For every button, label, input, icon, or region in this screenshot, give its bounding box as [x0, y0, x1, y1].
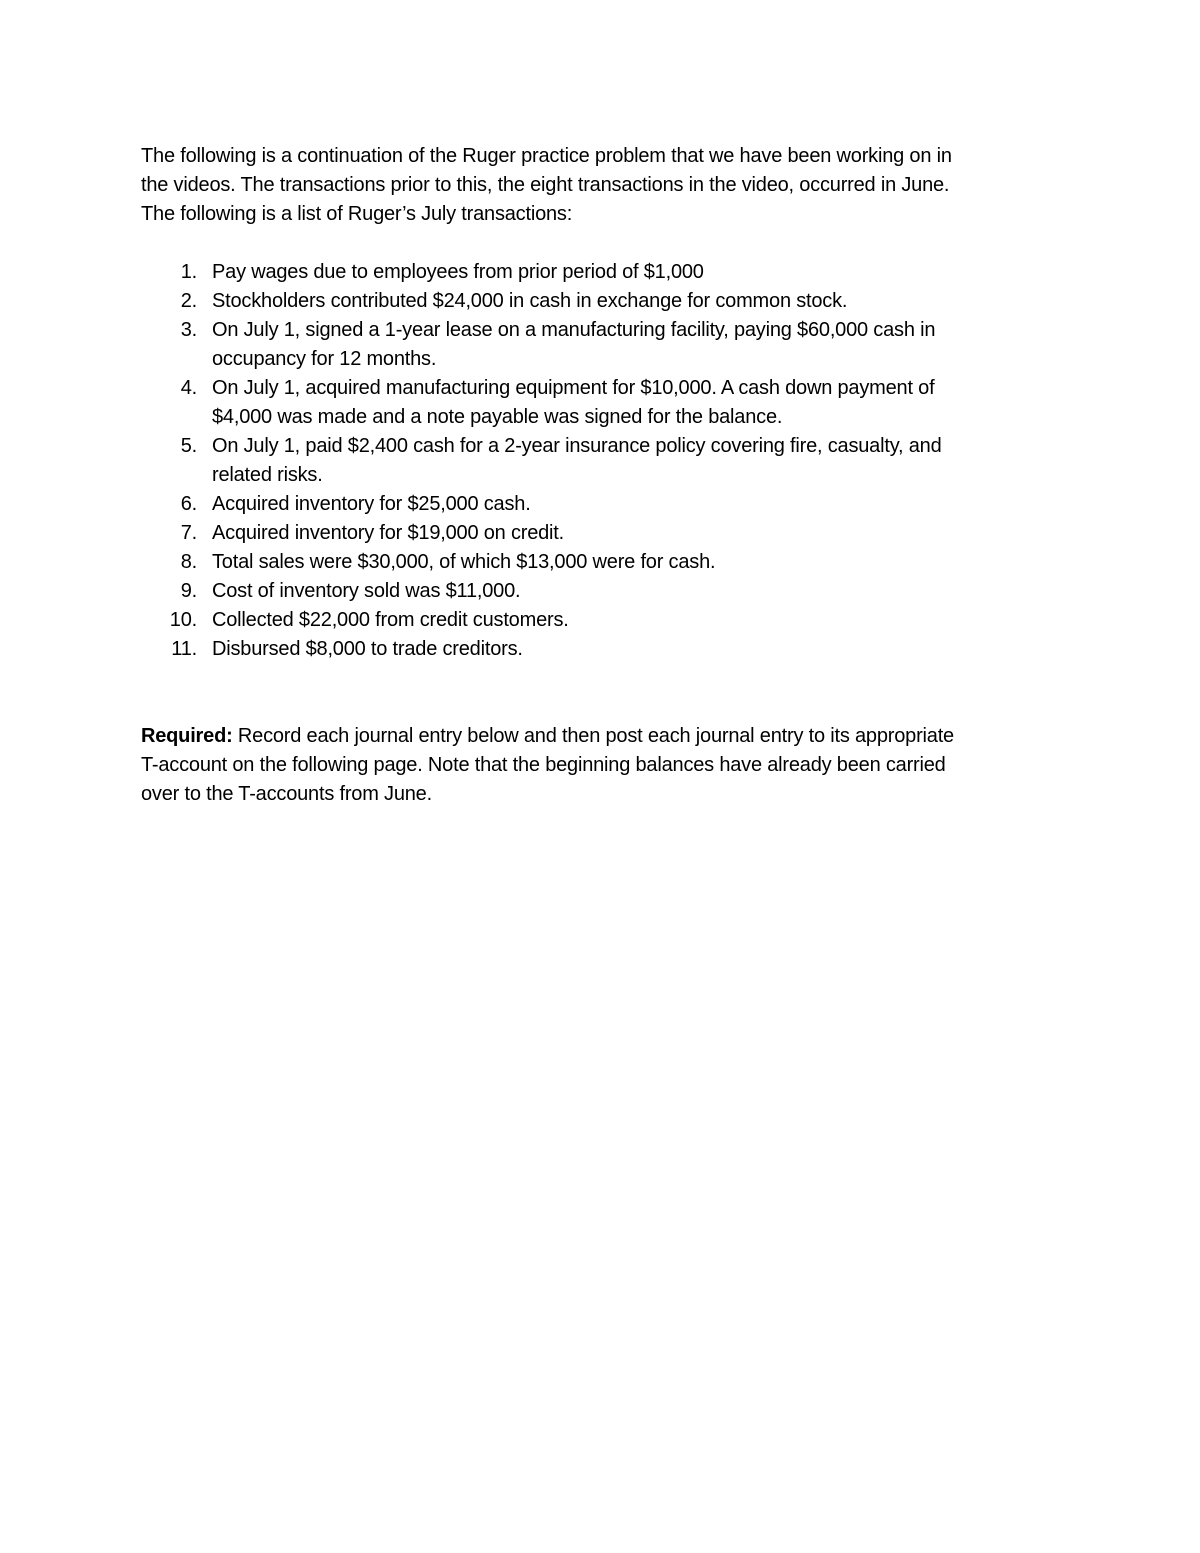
list-item-text: Acquired inventory for $25,000 cash.: [212, 493, 531, 515]
list-item: [141, 577, 1061, 606]
list-item-number: 11.: [171, 638, 197, 660]
list-item-number: 1.: [180, 261, 197, 283]
intro-line: The following is a continuation of the Ruger practice problem that we have been working on in: [141, 145, 952, 167]
list-item-number: 6.: [180, 493, 197, 515]
list-item-text: On July 1, acquired manufacturing equipment for $10,000. A cash down payment of: [212, 377, 935, 399]
intro-paragraph: [141, 142, 1061, 229]
list-item: [141, 316, 1061, 374]
list-item-text: Pay wages due to employees from prior period of $1,000: [212, 261, 704, 283]
list-item: [141, 635, 1061, 664]
list-item-number: 8.: [180, 551, 197, 573]
required-label: Required:: [141, 725, 233, 747]
required-paragraph: [141, 722, 1061, 809]
list-item-number: 5.: [180, 435, 197, 457]
list-item: [141, 374, 1061, 432]
list-item: [141, 287, 1061, 316]
required-line: Record each journal entry below and then post each journal entry to its appropriate: [232, 725, 954, 747]
list-item: [141, 432, 1061, 490]
list-item-text: occupancy for 12 months.: [212, 348, 437, 370]
list-item-text: On July 1, paid $2,400 cash for a 2-year insurance policy covering fire, casualty, and: [212, 435, 942, 457]
list-item-text: Acquired inventory for $19,000 on credit.: [212, 522, 565, 544]
list-item: [141, 519, 1061, 548]
list-item-text: $4,000 was made and a note payable was signed for the balance.: [212, 406, 783, 428]
transaction-list: [141, 258, 1061, 664]
list-item-number: 7.: [180, 522, 197, 544]
list-item-number: 10.: [169, 609, 197, 631]
list-item-text: On July 1, signed a 1-year lease on a manufacturing facility, paying $60,000 cash in: [212, 319, 936, 341]
intro-line: The following is a list of Ruger’s July transactions:: [141, 203, 573, 225]
required-line: over to the T-accounts from June.: [141, 783, 432, 805]
document-body: [141, 142, 1061, 809]
list-item: [141, 258, 1061, 287]
list-item-text: related risks.: [212, 464, 323, 486]
list-item-text: Disbursed $8,000 to trade creditors.: [212, 638, 523, 660]
list-item-number: 3.: [180, 319, 197, 341]
required-line: T-account on the following page. Note that the beginning balances have already been carried: [141, 754, 946, 776]
list-item-number: 9.: [180, 580, 197, 602]
list-item-number: 2.: [180, 290, 197, 312]
list-item-number: 4.: [180, 377, 197, 399]
list-item-text: Cost of inventory sold was $11,000.: [212, 580, 521, 602]
list-item-text: Stockholders contributed $24,000 in cash in exchange for common stock.: [212, 290, 848, 312]
list-item: [141, 548, 1061, 577]
list-item-text: Total sales were $30,000, of which $13,000 were for cash.: [212, 551, 716, 573]
intro-line: the videos. The transactions prior to this, the eight transactions in the video, occurred in June.: [141, 174, 950, 196]
list-item-text: Collected $22,000 from credit customers.: [212, 609, 569, 631]
list-item: [141, 606, 1061, 635]
list-item: [141, 490, 1061, 519]
